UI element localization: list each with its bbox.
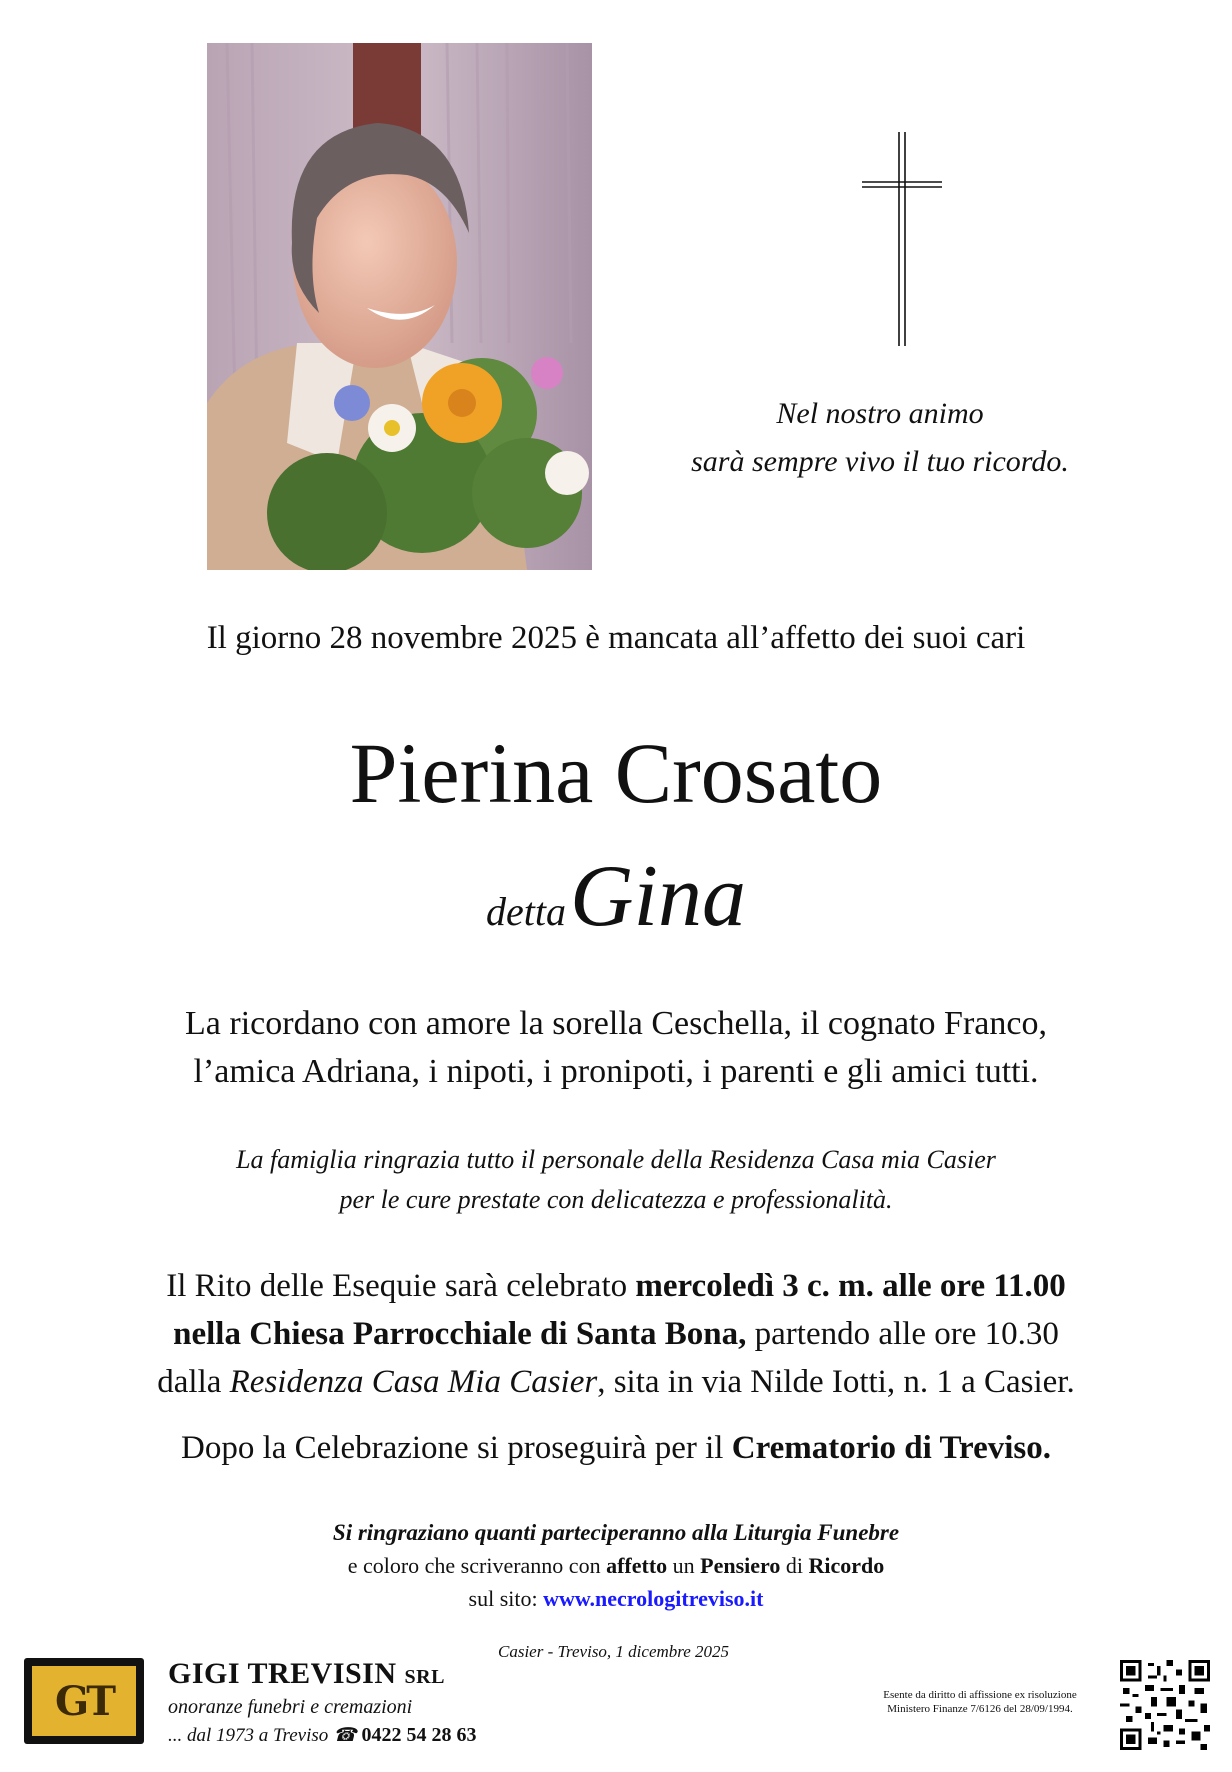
death-announcement: Il giorno 28 novembre 2025 è mancata all’affetto dei suoi cari <box>206 620 1026 656</box>
footer-thanks <box>0 1516 1232 1615</box>
verse-line-1: Nel nostro animo <box>776 397 984 430</box>
tax-exemption-note: Esente da diritto di affissione ex risoluzione Ministero Finanze 7/6126 del 28/09/1994. <box>883 1689 1077 1715</box>
footer-thanks-line-2: e coloro che scriveranno con affetto un Pensiero di Ricordo <box>347 1553 885 1578</box>
footer-thanks-line-1: Si ringraziano quanti parteciperanno alla Liturgia Funebre <box>332 1520 900 1545</box>
rite-line-3: dalla Residenza Casa Mia Casier, sita in via Nilde Iotti, n. 1 a Casier. <box>157 1364 1075 1400</box>
footer-thanks-line-3: sul sito: www.necrologitreviso.it <box>468 1586 764 1611</box>
nickname-prefix: detta <box>486 889 566 934</box>
company-logo: GT <box>24 1658 144 1744</box>
company-name: GIGI TREVISIN SRL <box>168 1657 445 1690</box>
company-tagline: onoranze funebri e cremazioni <box>168 1696 413 1718</box>
mourners-line-2: l’amica Adriana, i nipoti, i pronipoti, i parenti e gli amici tutti. <box>193 1053 1039 1090</box>
verse-line-2: sarà sempre vivo il tuo ricordo. <box>691 445 1069 478</box>
website-link[interactable]: www.necrologitreviso.it <box>543 1586 764 1611</box>
rite-line-1: Il Rito delle Esequie sarà celebrato mercoledì 3 c. m. alle ore 11.00 <box>166 1268 1066 1304</box>
date-place: Casier - Treviso, 1 dicembre 2025 <box>498 1642 730 1661</box>
deceased-name: Pierina Crosato <box>349 725 883 821</box>
nickname: Gina <box>569 848 746 945</box>
phone-number[interactable]: 0422 54 28 63 <box>361 1724 477 1746</box>
latin-cross-icon <box>860 130 944 348</box>
deceased-nickname <box>0 846 1232 947</box>
family-thanks-line-2: per le cure prestate con delicatezza e professionalità. <box>339 1185 893 1214</box>
funeral-rite-details <box>0 1262 1232 1406</box>
after-ceremony-note: Dopo la Celebrazione si proseguirà per il Crematorio di Treviso. <box>180 1430 1052 1466</box>
portrait-photo <box>207 43 592 570</box>
qr-code-icon[interactable] <box>1120 1660 1210 1750</box>
rite-line-2: nella Chiesa Parrocchiale di Santa Bona, partendo alle ore 10.30 <box>173 1316 1059 1352</box>
mourners-line-1: La ricordano con amore la sorella Ceschella, il cognato Franco, <box>185 1005 1047 1042</box>
family-thanks-line-1: La famiglia ringrazia tutto il personale della Residenza Casa mia Casier <box>236 1145 996 1174</box>
telephone-icon: ☎ <box>333 1725 357 1746</box>
company-since-phone: ... dal 1973 a Treviso ☎ 0422 54 28 63 <box>168 1724 477 1746</box>
